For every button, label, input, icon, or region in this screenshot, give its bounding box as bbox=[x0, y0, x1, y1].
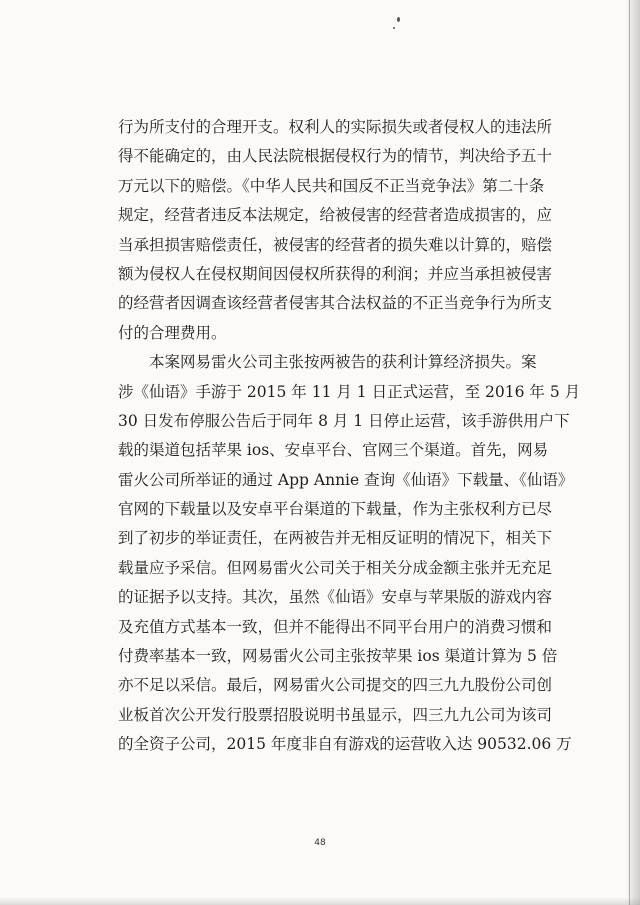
text-line: 规定，经营者违反本法规定，给被侵害的经营者造成损害的，应 bbox=[118, 206, 553, 225]
text-line: 付的合理费用。 bbox=[118, 323, 227, 342]
text-line: 载量应予采信。但网易雷火公司关于相关分成金额主张并无充足 bbox=[118, 558, 553, 577]
text-line: 载的渠道包括苹果 ios、安卓平台、官网三个渠道。首先，网易 bbox=[118, 441, 549, 460]
text-line: 雷火公司所举证的通过 App Annie 查询《仙语》下载量、《仙语》 bbox=[118, 470, 574, 489]
paragraph-1 bbox=[118, 113, 553, 348]
scan-bottom-shadow bbox=[0, 897, 640, 905]
text-line: 额为侵权人在侵权期间因侵权所获得的利润；并应当承担被侵害 bbox=[118, 264, 553, 283]
text-line: 亦不足以采信。最后，网易雷火公司提交的四三九九股份公司创 bbox=[118, 676, 553, 695]
text-line: 付费率基本一致，网易雷火公司主张按苹果 ios 渠道计算为 5 倍 bbox=[118, 647, 558, 666]
text-line: 万元以下的赔偿。《中华人民共和国反不正当竞争法》第二十条 bbox=[118, 176, 545, 195]
text-line: 本案网易雷火公司主张按两被告的获利计算经济损失。案 bbox=[149, 353, 537, 372]
text-line: 的证据予以支持。其次，虽然《仙语》安卓与苹果版的游戏内容 bbox=[118, 588, 553, 607]
text-line: 当承担损害赔偿责任，被侵害的经营者的损失难以计算的，赔偿 bbox=[118, 235, 553, 254]
text-line: 30 日发布停服公告后于同年 8 月 1 日停止运营，该手游供用户下 bbox=[118, 411, 570, 430]
text-line: 官网的下载量以及安卓平台渠道的下载量，作为主张权利方已尽 bbox=[118, 500, 553, 519]
text-line: 及充值方式基本一致，但并不能得出不同平台用户的消费习惯和 bbox=[118, 617, 553, 636]
scan-edge-shadow bbox=[626, 0, 640, 905]
scan-speck bbox=[393, 27, 395, 29]
text-line: 业板首次公开发行股票招股说明书虽显示，四三九九公司为该司 bbox=[118, 705, 553, 724]
scan-speck bbox=[397, 17, 400, 22]
text-line: 得不能确定的，由人民法院根据侵权行为的情节，判决给予五十 bbox=[118, 147, 553, 166]
page-number: 48 bbox=[314, 838, 326, 848]
text-line: 的经营者因调查该经营者侵害其合法权益的不正当竞争行为所支 bbox=[118, 294, 553, 313]
text-line: 到了初步的举证责任，在两被告并无相反证明的情况下，相关下 bbox=[118, 529, 553, 548]
body-text bbox=[118, 113, 581, 760]
text-line: 涉《仙语》手游于 2015 年 11 月 1 日正式运营，至 2016 年 5 月 bbox=[118, 382, 581, 401]
paragraph-2 bbox=[118, 348, 581, 759]
text-line: 的全资子公司，2015 年度非自有游戏的运营收入达 90532.06 万 bbox=[118, 735, 572, 754]
text-line: 行为所支付的合理开支。权利人的实际损失或者侵权人的违法所 bbox=[118, 118, 553, 136]
